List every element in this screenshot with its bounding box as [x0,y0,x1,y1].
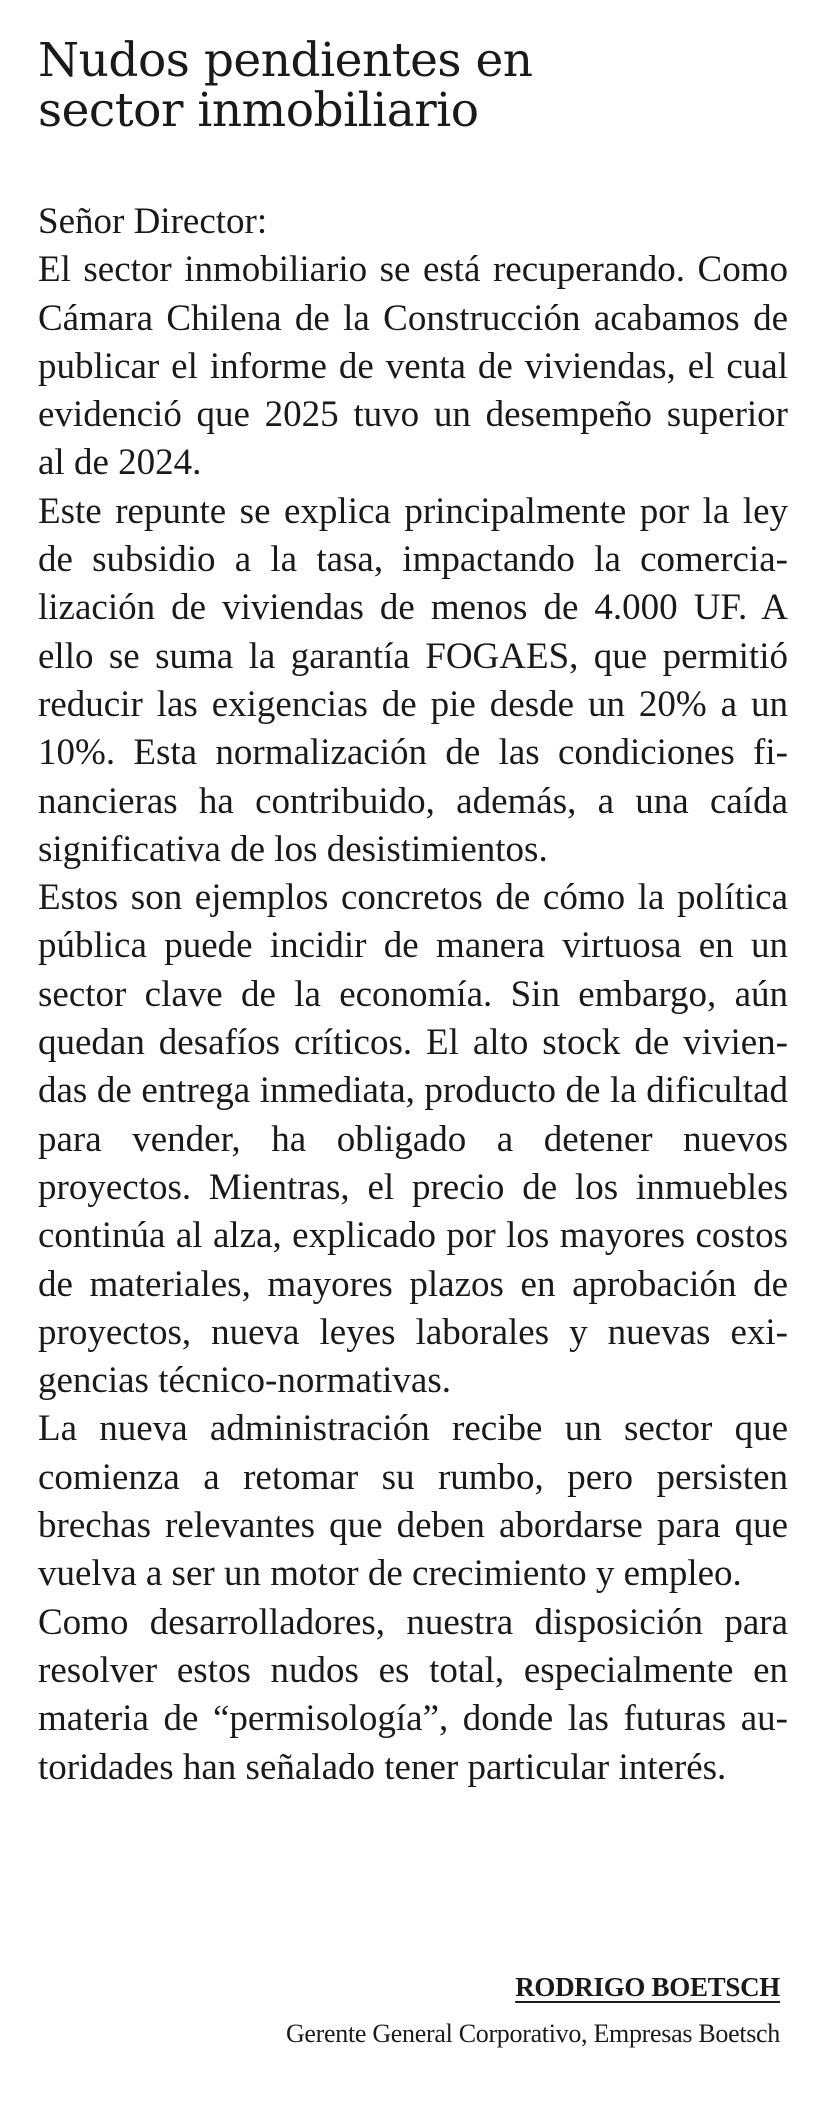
paragraph-3: Estos son ejemplos concretos de cómo la política pública puede incidir de manera virtuosa en un sector clave de la economía. Sin embargo, aún quedan desafíos críticos. El alto stock de viviendas de entrega inmediata, producto de la dificultad para vender, ha obligado a detener nuevos proyectos. Mientras, el precio de los inmuebles continúa al alza, explicado por los mayores costos de materiales, mayores plazos en aprobación de proyectos, nueva leyes laborales y nuevas exigencias técnico-normativas. [38,877,788,1402]
author-name: RODRIGO BOETSCH [515,1972,780,2002]
paragraph-4: La nueva administración recibe un sector que comienza a retomar su rumbo, pero persisten brechas relevantes que deben abordarse para que vuelva a ser un motor de crecimiento y empleo. [38,1408,788,1595]
paragraph-5: Como desarrolladores, nuestra disposición para resolver estos nudos es total, especialmente en materia de “permisología”, donde las futuras autoridades han señalado tener particular interés. [38,1601,788,1788]
author-role: Gerente General Corporativo, Empresas Boetsch [285,2019,780,2048]
article-title-line-2: sector inmobiliario [38,83,479,138]
paragraph-2: Este repunte se explica principalmente por la ley de subsidio a la tasa, impactando la comercialización de viviendas de menos de 4.000 UF. A ello se suma la garantía FOGAES, que permitió reducir las exigencias de pie desde un 20% a un 10%. Esta normalización de las condiciones financieras ha contribuido, además, a una caída significativa de los desistimientos. [38,490,788,870]
article-title-line-1: Nudos pendientes en [38,33,533,88]
article-title [38,33,788,138]
paragraph-1: El sector inmobiliario se está recuperando. Como Cámara Chilena de la Construcción acabamos de publicar el informe de venta de viviendas, el cual evidenció que 2025 tuvo un desempeño superior al de 2024. [38,249,788,484]
salutation: Señor Director: [38,201,268,242]
letter-body [38,198,788,1792]
signature-block [286,1970,780,2050]
